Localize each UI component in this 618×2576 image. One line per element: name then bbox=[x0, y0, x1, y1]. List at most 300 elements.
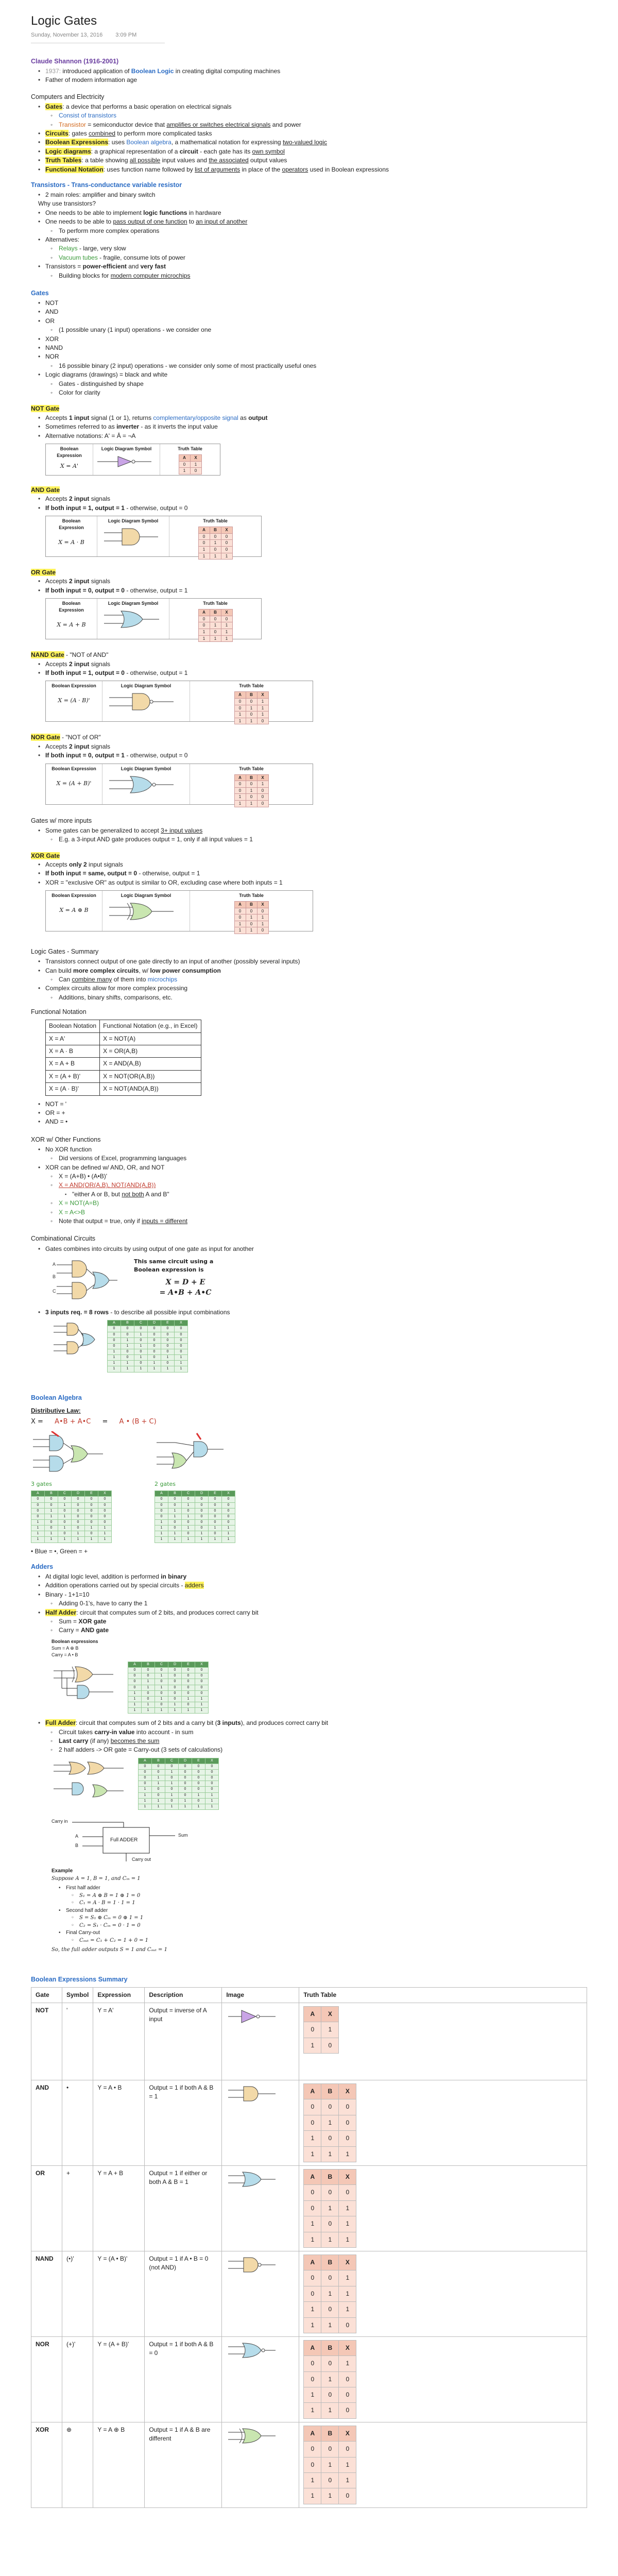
table-cell: 0 bbox=[168, 1685, 182, 1690]
summary-gate-image bbox=[222, 2003, 299, 2080]
xor-gate-title: XOR Gate bbox=[31, 852, 60, 859]
gate-list-item: • NOR bbox=[31, 352, 587, 361]
table-cell: 0 bbox=[168, 1526, 182, 1531]
table-cell: 0 bbox=[128, 1685, 142, 1690]
summary-item: • Complex circuits allow for more complex processing bbox=[31, 984, 587, 993]
table-cell: 0 bbox=[98, 1497, 112, 1502]
table-cell: 1 bbox=[139, 1792, 152, 1798]
table-cell: 0 bbox=[209, 1531, 222, 1537]
xor-other-sub: ◦ X = NOT(A=B) bbox=[31, 1199, 587, 1208]
table-cell: 0 bbox=[195, 1668, 209, 1673]
table-cell: 0 bbox=[161, 1332, 175, 1337]
gates-summary-title: Logic Gates - Summary bbox=[31, 948, 99, 956]
table-cell: 1 bbox=[155, 1685, 168, 1690]
boolean-algebra-title: Boolean Algebra bbox=[31, 1394, 82, 1401]
table-cell: 1 bbox=[221, 553, 232, 560]
table-cell: 0 bbox=[161, 1349, 175, 1355]
table-cell: 0 bbox=[148, 1332, 161, 1337]
nor-item: • Accepts 2 input signals bbox=[31, 742, 587, 751]
table-cell: 1 bbox=[58, 1502, 72, 1508]
two-gates-image bbox=[154, 1431, 227, 1478]
table-cell: 0 bbox=[195, 1685, 209, 1690]
table-cell: 0 bbox=[195, 1690, 209, 1696]
table-cell: 1 bbox=[72, 1531, 85, 1537]
table-cell: 0 bbox=[155, 1690, 168, 1696]
table-cell: E bbox=[161, 1320, 175, 1326]
table-row bbox=[198, 616, 232, 622]
table-cell: 1 bbox=[155, 1531, 168, 1537]
table-cell: E bbox=[192, 1758, 205, 1764]
table-row bbox=[198, 546, 232, 553]
or-item: • If both input = 0, output = 0 - otherwise, output = 1 bbox=[31, 586, 587, 595]
table-cell: 0 bbox=[195, 1508, 209, 1514]
gates-title: Gates bbox=[31, 289, 49, 297]
gates-summary-section bbox=[31, 947, 587, 1002]
table-cell: 1 bbox=[128, 1696, 142, 1702]
summary-gate-symbol: ⊕ bbox=[62, 2422, 93, 2507]
table-cell: 0 bbox=[257, 787, 268, 794]
table-cell: 0 bbox=[85, 1531, 98, 1537]
xor-other-sub: ◦ Note that output = true, only if inputs = different bbox=[31, 1217, 587, 1226]
table-cell: C bbox=[182, 1491, 195, 1497]
table-cell: 1 bbox=[45, 1531, 58, 1537]
table-cell: 0 bbox=[45, 1497, 58, 1502]
table-row bbox=[198, 629, 232, 636]
full-adder-label: Full ADDER bbox=[110, 1837, 138, 1843]
adders-sub: ◦ Adding 0-1's, have to carry the 1 bbox=[31, 1599, 587, 1608]
table-cell: 0 bbox=[72, 1508, 85, 1514]
xor-other-section bbox=[31, 1135, 587, 1226]
table-row bbox=[108, 1320, 188, 1326]
table-cell: 1 bbox=[142, 1702, 155, 1707]
table-row bbox=[234, 774, 268, 781]
not-item: • Alternative notations: A' = Ā = ¬A bbox=[31, 432, 587, 440]
table-cell: B bbox=[210, 527, 221, 534]
gate-list-item: • OR bbox=[31, 317, 587, 326]
table-row: X = A' X = NOT(A) bbox=[46, 1032, 201, 1045]
nand-truth-table bbox=[234, 691, 269, 724]
table-row bbox=[198, 553, 232, 560]
table-cell: 0 bbox=[72, 1519, 85, 1525]
table-cell: 1 bbox=[182, 1514, 195, 1519]
table-cell: 1 bbox=[168, 1537, 182, 1543]
table-cell: B bbox=[210, 609, 221, 616]
table-cell: 0 bbox=[45, 1519, 58, 1525]
table-cell: 1 bbox=[195, 1537, 209, 1543]
table-cell: 0 bbox=[190, 468, 201, 474]
table-cell: 0 bbox=[234, 908, 246, 914]
table-cell: 1 bbox=[257, 705, 268, 711]
table-cell: 0 bbox=[182, 1531, 195, 1537]
table-cell: 0 bbox=[134, 1361, 148, 1366]
full-adder-image bbox=[52, 1758, 129, 1804]
and-item: • Accepts 2 input signals bbox=[31, 495, 587, 503]
table-row bbox=[31, 1502, 112, 1508]
table-row bbox=[198, 622, 232, 629]
table-cell: 1 bbox=[192, 1792, 205, 1798]
table-cell: D bbox=[195, 1491, 209, 1497]
table-cell: 1 bbox=[72, 1537, 85, 1543]
summary-gate-desc: Output = 1 if A • B = 0 (not AND) bbox=[145, 2251, 222, 2336]
table-cell: 0 bbox=[168, 1519, 182, 1525]
table-cell: 0 bbox=[209, 1514, 222, 1519]
table-row bbox=[128, 1662, 209, 1667]
xor-other-item: • No XOR function bbox=[31, 1145, 587, 1154]
combinational-table-row bbox=[52, 1320, 587, 1372]
table-cell: B bbox=[246, 902, 257, 908]
table-cell: 1 bbox=[221, 629, 232, 636]
table-cell: 0 bbox=[198, 622, 210, 629]
table-cell: 0 bbox=[205, 1764, 219, 1769]
table-cell: 0 bbox=[98, 1519, 112, 1525]
table-row bbox=[128, 1690, 209, 1696]
table-cell: 1 bbox=[198, 629, 210, 636]
combinational-circuit-image bbox=[52, 1258, 118, 1304]
summary-gate-image bbox=[222, 2336, 299, 2422]
table-row bbox=[234, 794, 268, 801]
table-cell: 0 bbox=[192, 1781, 205, 1787]
combinational-section bbox=[31, 1234, 587, 1372]
full-adder-block: Full ADDER Carry in A B Sum Carry out bbox=[52, 1817, 206, 1863]
table-cell: 1 bbox=[98, 1537, 112, 1543]
table-cell: 1 bbox=[257, 781, 268, 788]
table-row bbox=[234, 927, 268, 934]
table-cell: 1 bbox=[108, 1349, 121, 1355]
table-row bbox=[31, 1508, 112, 1514]
table-cell: 0 bbox=[179, 1781, 192, 1787]
table-cell: 0 bbox=[121, 1326, 134, 1332]
adders-item: • At digital logic level, addition is performed in binary bbox=[31, 1572, 587, 1581]
table-cell: B bbox=[121, 1320, 134, 1326]
table-cell: 1 bbox=[246, 787, 257, 794]
adders-item: • Addition operations carried out by special circuits - adders bbox=[31, 1581, 587, 1590]
table-cell: 0 bbox=[85, 1514, 98, 1519]
table-cell: B bbox=[246, 774, 257, 781]
table-cell: 1 bbox=[165, 1804, 179, 1809]
table-cell: 0 bbox=[72, 1502, 85, 1508]
transistor-item: • One needs to be able to implement logic functions in hardware bbox=[31, 209, 587, 217]
table-cell: 0 bbox=[152, 1792, 165, 1798]
summary-gate-symbol: (•)' bbox=[62, 2251, 93, 2336]
gate-unary-note: ◦ (1 possible unary (1 input) operations - we consider one bbox=[31, 326, 587, 334]
and-gate-title: AND Gate bbox=[31, 486, 60, 494]
summary-gate-symbol: • bbox=[62, 2080, 93, 2166]
table-cell: 0 bbox=[222, 1508, 235, 1514]
gates-section bbox=[31, 289, 587, 397]
table-cell: 1 bbox=[128, 1708, 142, 1714]
table-row bbox=[198, 635, 232, 642]
table-row bbox=[139, 1775, 219, 1781]
table-cell: 0 bbox=[234, 781, 246, 788]
full-adder-diagram bbox=[52, 1758, 587, 1810]
table-row bbox=[234, 781, 268, 788]
table-cell: 0 bbox=[108, 1337, 121, 1343]
xor-other-sub: ◦ X = A<>B bbox=[31, 1208, 587, 1217]
and-gate-section bbox=[31, 486, 587, 557]
table-cell: 1 bbox=[205, 1798, 219, 1804]
table-cell: 1 bbox=[190, 461, 201, 468]
summary-truth-table: A B X 0 0 1 0 1 0 1 0 0 1 1 0 bbox=[303, 2340, 356, 2419]
summary-row bbox=[31, 2336, 587, 2422]
table-cell: 0 bbox=[58, 1519, 72, 1525]
table-cell: 1 bbox=[198, 553, 210, 560]
adders-title: Adders bbox=[31, 1563, 54, 1570]
table-row bbox=[108, 1337, 188, 1343]
table-row bbox=[198, 533, 232, 540]
summary-item: • Transistors connect output of one gate directly to an input of another (possibly several inputs) bbox=[31, 957, 587, 966]
table-row: X = A + B X = AND(A,B) bbox=[46, 1058, 201, 1070]
table-row bbox=[155, 1537, 235, 1543]
table-cell: A bbox=[198, 609, 210, 616]
notation-note: • AND = • bbox=[31, 1117, 587, 1126]
table-cell: 0 bbox=[165, 1775, 179, 1781]
xor-other-sub: ◦ Did versions of Excel, programming languages bbox=[31, 1154, 587, 1163]
full-adder-sub: ◦ Circuit takes carry-in value into account - in sum bbox=[31, 1728, 587, 1737]
boolean-summary-section bbox=[31, 1975, 587, 2508]
table-cell: 1 bbox=[209, 1526, 222, 1531]
table-cell: 0 bbox=[179, 461, 190, 468]
shannon-section bbox=[31, 57, 587, 85]
half-adder-table bbox=[128, 1662, 209, 1714]
table-cell: A bbox=[108, 1320, 121, 1326]
table-cell: 1 bbox=[121, 1366, 134, 1372]
table-row bbox=[128, 1696, 209, 1702]
table-cell: 1 bbox=[168, 1708, 182, 1714]
table-cell: 1 bbox=[246, 705, 257, 711]
table-cell: D bbox=[179, 1758, 192, 1764]
table-cell: 1 bbox=[134, 1332, 148, 1337]
summary-item: • Can build more complex circuits, w/ low power consumption bbox=[31, 967, 587, 975]
table-row bbox=[31, 1497, 112, 1502]
table-row bbox=[155, 1491, 235, 1497]
table-row bbox=[234, 921, 268, 927]
adders-sub: ◦ Carry = AND gate bbox=[31, 1626, 587, 1635]
table-cell: 0 bbox=[209, 1519, 222, 1525]
three-gates-diagram: 3 gates A B C D E X 0 0 0 0 0 0 0 0 1 0 0 0 0 1 0 0 0 0 0 1 1 0 0 0 1 0 0 0 0 0 1 0 1 0 1 1 1 1 0 1 0 1 1 1 1 1 1 1 bbox=[31, 1431, 134, 1543]
table-cell: 1 bbox=[182, 1502, 195, 1508]
table-cell: 0 bbox=[98, 1514, 112, 1519]
xor-gate-symbol bbox=[107, 901, 179, 922]
table-cell: 0 bbox=[31, 1514, 45, 1519]
logic-diagrams-def: • Logic diagrams: a graphical representation of a circuit - each gate has its own symbol bbox=[31, 147, 587, 156]
and-truth-table bbox=[198, 527, 233, 560]
table-cell: 1 bbox=[142, 1679, 155, 1685]
gate-list-item: • NOT bbox=[31, 299, 587, 308]
summary-gate-expr: Y = (A + B)' bbox=[93, 2336, 145, 2422]
table-cell: X bbox=[175, 1320, 188, 1326]
table-cell: X bbox=[222, 1491, 235, 1497]
table-cell: 1 bbox=[222, 1537, 235, 1543]
summary-gate-expr: Y = A ⊕ B bbox=[93, 2422, 145, 2507]
table-cell: 1 bbox=[31, 1526, 45, 1531]
table-cell: 0 bbox=[209, 1508, 222, 1514]
table-row bbox=[234, 711, 268, 718]
table-cell: 1 bbox=[182, 1708, 195, 1714]
table-cell: 1 bbox=[205, 1804, 219, 1809]
table-cell: 1 bbox=[195, 1702, 209, 1707]
table-cell: 1 bbox=[210, 553, 221, 560]
table-row bbox=[198, 609, 232, 616]
table-row bbox=[128, 1685, 209, 1690]
notation-note: • OR = + bbox=[31, 1109, 587, 1117]
adders-sub: ◦ Sum = XOR gate bbox=[31, 1617, 587, 1626]
table-cell: 0 bbox=[246, 711, 257, 718]
table-cell: 1 bbox=[45, 1514, 58, 1519]
table-row bbox=[108, 1361, 188, 1366]
boolean-algebra-section bbox=[31, 1393, 587, 1556]
nand-gate-box: Boolean Expression X = (A · B)' Logic Diagram Symbol Truth Table A B X 0 0 1 0 1 1 1 0 1 1 1 0 bbox=[45, 681, 313, 722]
table-row bbox=[234, 705, 268, 711]
adders-section bbox=[31, 1562, 587, 1954]
table-cell: 0 bbox=[182, 1497, 195, 1502]
table-cell: 1 bbox=[31, 1531, 45, 1537]
table-cell: 0 bbox=[195, 1526, 209, 1531]
table-cell: 1 bbox=[85, 1526, 98, 1531]
table-cell: 0 bbox=[257, 718, 268, 724]
summary-gate-desc: Output = 1 if A & B are different bbox=[145, 2422, 222, 2507]
table-row bbox=[108, 1343, 188, 1349]
table-cell: 1 bbox=[179, 1798, 192, 1804]
table-cell: 0 bbox=[234, 705, 246, 711]
table-cell: 0 bbox=[168, 1668, 182, 1673]
table-cell: 0 bbox=[205, 1775, 219, 1781]
summary-gate-image bbox=[222, 2422, 299, 2507]
table-cell: 1 bbox=[152, 1798, 165, 1804]
summary-truth-table: A B X 0 0 1 0 1 1 1 0 1 1 1 0 bbox=[303, 2255, 356, 2333]
table-cell: 1 bbox=[210, 635, 221, 642]
table-cell: 1 bbox=[45, 1508, 58, 1514]
table-cell: 0 bbox=[210, 616, 221, 622]
summary-truth-cell bbox=[299, 2336, 587, 2422]
table-cell: E bbox=[209, 1491, 222, 1497]
table-row bbox=[128, 1702, 209, 1707]
table-cell: 0 bbox=[221, 546, 232, 553]
table-cell: 0 bbox=[210, 533, 221, 540]
table-cell: 0 bbox=[195, 1673, 209, 1679]
table-cell: C bbox=[165, 1758, 179, 1764]
table-cell: 0 bbox=[155, 1679, 168, 1685]
table-cell: 0 bbox=[210, 546, 221, 553]
table-cell: 1 bbox=[155, 1673, 168, 1679]
table-cell: 1 bbox=[165, 1792, 179, 1798]
combinational-truth-table bbox=[107, 1320, 188, 1372]
table-cell: A bbox=[234, 692, 246, 699]
page-title: Logic Gates bbox=[31, 14, 97, 28]
not-item: • Accepts 1 input signal (1 or 1), returns complementary/opposite signal as output bbox=[31, 414, 587, 422]
table-cell: 1 bbox=[257, 914, 268, 921]
table-cell: 0 bbox=[246, 908, 257, 914]
more-inputs-title: Gates w/ more inputs bbox=[31, 817, 92, 824]
table-cell: 0 bbox=[192, 1764, 205, 1769]
xor-other-sub: ◦ X = (A+B) • (A•B)' bbox=[31, 1172, 587, 1181]
transistor-item: • Alternatives: bbox=[31, 235, 587, 244]
nor-gate-title: NOR Gate bbox=[31, 734, 60, 741]
summary-truth-cell bbox=[299, 2003, 587, 2080]
table-cell: 1 bbox=[161, 1366, 175, 1372]
summary-gate-name: NAND bbox=[31, 2251, 62, 2336]
summary-gate-desc: Output = inverse of A input bbox=[145, 2003, 222, 2080]
table-cell: 0 bbox=[148, 1355, 161, 1361]
xor-gate-section bbox=[31, 852, 587, 932]
table-cell: C bbox=[58, 1491, 72, 1497]
transistor-why: Why use transistors? bbox=[38, 200, 96, 208]
table-cell: B bbox=[168, 1491, 182, 1497]
table-cell: A bbox=[31, 1491, 45, 1497]
table-cell: 1 bbox=[234, 711, 246, 718]
table-row bbox=[234, 699, 268, 705]
table-cell: B bbox=[45, 1491, 58, 1497]
table-cell: 0 bbox=[192, 1770, 205, 1775]
shannon-item: • Father of modern information age bbox=[31, 76, 587, 84]
table-cell: 0 bbox=[85, 1519, 98, 1525]
table-cell: 0 bbox=[142, 1690, 155, 1696]
table-cell: 0 bbox=[45, 1526, 58, 1531]
table-cell: A bbox=[234, 774, 246, 781]
table-cell: 0 bbox=[182, 1519, 195, 1525]
transistor-sub: ◦ To perform more complex operations bbox=[31, 227, 587, 235]
table-cell: 1 bbox=[195, 1696, 209, 1702]
table-row bbox=[108, 1326, 188, 1332]
table-row bbox=[234, 718, 268, 724]
color-notes: • Blue = •, Green = + bbox=[31, 1547, 88, 1555]
shannon-title: Claude Shannon (1916-2001) bbox=[31, 57, 119, 65]
table-cell: 1 bbox=[210, 540, 221, 547]
computers-section bbox=[31, 92, 587, 174]
table-cell: 1 bbox=[192, 1804, 205, 1809]
not-gate-section bbox=[31, 404, 587, 476]
table-row bbox=[128, 1668, 209, 1673]
table-cell: 1 bbox=[168, 1508, 182, 1514]
table-cell: 0 bbox=[168, 1679, 182, 1685]
table-cell: 1 bbox=[221, 635, 232, 642]
table-row bbox=[234, 787, 268, 794]
half-adder-image bbox=[52, 1662, 118, 1703]
table-cell: 0 bbox=[155, 1502, 168, 1508]
table-row bbox=[31, 1537, 112, 1543]
table-cell: 1 bbox=[31, 1537, 45, 1543]
table-cell: 0 bbox=[128, 1673, 142, 1679]
full-adder-sub: ◦ Last carry (if any) becomes the sum bbox=[31, 1737, 587, 1745]
table-cell: 0 bbox=[182, 1685, 195, 1690]
table-row bbox=[198, 527, 232, 534]
transistor-sub: ◦ Relays - large, very slow bbox=[31, 244, 587, 253]
table-cell: 0 bbox=[58, 1508, 72, 1514]
combinational-circuit-small bbox=[52, 1320, 98, 1361]
table-cell: 1 bbox=[246, 801, 257, 807]
table-cell: 1 bbox=[128, 1702, 142, 1707]
table-cell: 0 bbox=[152, 1770, 165, 1775]
xor-gate-box: Boolean Expression X = A ⊕ B Logic Diagram Symbol Truth Table A B X 0 0 0 0 1 1 1 0 1 1 1 0 bbox=[45, 890, 313, 931]
two-gates-diagram: 2 gates A B C D E X 0 0 0 0 0 0 0 0 1 0 0 0 0 1 0 0 0 0 0 1 1 0 0 0 1 0 0 0 0 0 1 0 1 0 1 1 1 1 0 1 0 1 1 1 1 1 1 1 bbox=[154, 1431, 258, 1543]
summary-truth-table: A X 0 1 1 0 bbox=[303, 2006, 339, 2054]
adders-item: • Half Adder: circuit that computes sum of 2 bits, and produces correct carry bit bbox=[31, 1608, 587, 1617]
table-cell: 1 bbox=[165, 1781, 179, 1787]
table-cell: 0 bbox=[121, 1355, 134, 1361]
nor-gate-icon bbox=[226, 2340, 278, 2361]
table-row bbox=[139, 1787, 219, 1792]
table-row bbox=[128, 1708, 209, 1714]
table-cell: 1 bbox=[195, 1531, 209, 1537]
table-cell: A bbox=[155, 1491, 168, 1497]
table-cell: 0 bbox=[195, 1497, 209, 1502]
table-cell: 0 bbox=[179, 1787, 192, 1792]
summary-gate-expr: Y = (A • B)' bbox=[93, 2251, 145, 2336]
table-cell: 1 bbox=[98, 1531, 112, 1537]
gates-def: • Gates: a device that performs a basic operation on electrical signals bbox=[31, 103, 587, 111]
table-row bbox=[155, 1519, 235, 1525]
summary-truth-cell bbox=[299, 2422, 587, 2507]
table-cell: 1 bbox=[257, 699, 268, 705]
